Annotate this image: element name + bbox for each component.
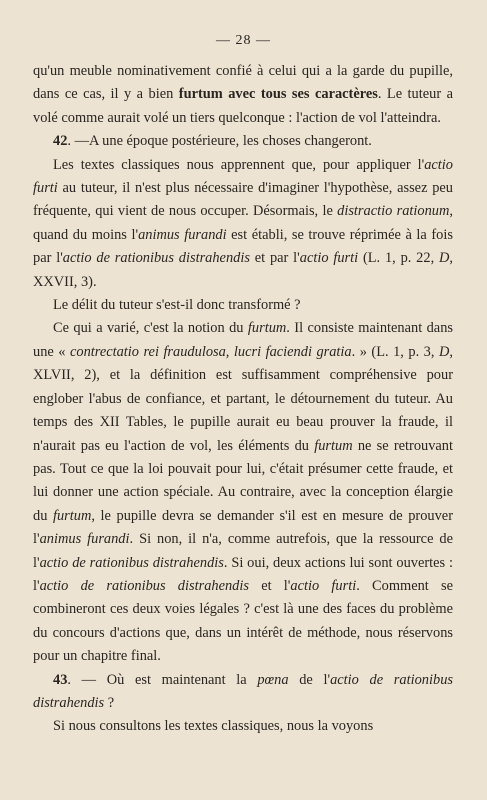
text-run: . —A une époque postérieure, les choses changeront. bbox=[67, 133, 372, 150]
body-text bbox=[33, 60, 453, 739]
text-run: , XLVII, 2), et la définition est suffisamment compréhensive pour englober l'abus de confiance, et partant, le détournement du tuteur. Au temps des XII Tables, le pupille aurait eu beau prouver la fraude, il n'aurait pas eu l'action de vol, les éléments du bbox=[33, 343, 453, 454]
text-run: Les textes classiques nous apprennent que, pour appliquer l' bbox=[53, 156, 425, 173]
text-run: Si nous consultons les textes classiques, nous la voyons bbox=[53, 718, 374, 735]
text-run: . Le tuteur a volé comme aurait volé un tiers quelconque : l'action de vol l'atteindra. bbox=[33, 86, 453, 126]
paragraph bbox=[33, 154, 453, 294]
text-run: (L. 1, p. 22, bbox=[358, 250, 439, 267]
text-run: . — Où est maintenant la bbox=[67, 671, 258, 688]
text-run: et par l' bbox=[249, 250, 300, 267]
italic-text: contrectatio rei fraudulosa, lucri faciendi gratia bbox=[69, 343, 352, 360]
italic-text: furtum bbox=[314, 437, 353, 454]
bold-text: 42 bbox=[53, 133, 68, 150]
italic-text: D bbox=[438, 250, 450, 267]
text-run: . Il consiste maintenant dans une « bbox=[33, 320, 453, 360]
text-run: et l' bbox=[248, 577, 291, 594]
italic-text: pœna bbox=[257, 671, 289, 688]
italic-text: actio furti bbox=[290, 577, 357, 594]
paragraph bbox=[33, 317, 453, 668]
italic-text: animus furandi bbox=[138, 226, 227, 243]
text-run: , le pupille devra se demander s'il est en mesure de prouver l' bbox=[33, 507, 453, 548]
italic-text: furtum bbox=[247, 320, 287, 337]
paragraph bbox=[33, 60, 453, 130]
bold-text: 43 bbox=[53, 671, 68, 688]
italic-text: actio de rationibus distrahendis bbox=[33, 671, 453, 711]
text-run: ne se retrouvant pas. Tout ce que la loi pouvait pour lui, c'était présumer cette fraude, et lui donner une action spéciale. Au contraire, avec la conception élargie du bbox=[33, 437, 453, 524]
italic-text: actio de rationibus distrahendis bbox=[39, 554, 224, 571]
paragraph bbox=[33, 294, 453, 317]
italic-text: animus furandi bbox=[39, 531, 130, 548]
italic-text: actio de rationibus distrahendis bbox=[39, 577, 249, 594]
text-run: . Comment se combineront ces deux voies légales ? c'est là une des faces du problème du concours d'actions que, dans un intérêt de méthode, nous réservons pour un chapitre final. bbox=[33, 577, 454, 665]
text-run: est établi, se trouve réprimée à la fois par l' bbox=[33, 226, 453, 267]
italic-text: actio de rationibus distrahendis bbox=[62, 250, 250, 267]
bold-text: avec tous ses caractères bbox=[222, 86, 378, 103]
text-run: ? bbox=[104, 694, 115, 711]
italic-text: furtum bbox=[52, 507, 92, 524]
bold-text: furtum bbox=[178, 86, 223, 103]
italic-text: distractio rationum bbox=[337, 203, 450, 220]
italic-text: D bbox=[438, 343, 450, 360]
text-run: qu'un meuble nominativement confié à celui qui a la garde du pupille, dans ce cas, il y a bien bbox=[33, 63, 453, 103]
text-run: au tuteur, il n'est plus nécessaire d'imaginer l'hypothèse, assez peu fréquente, qui vient de nous occuper. Désormais, le bbox=[33, 180, 453, 220]
paragraph bbox=[33, 715, 453, 738]
paragraph bbox=[33, 669, 453, 716]
text-run: . Si non, il n'a, comme autrefois, que la ressource de l' bbox=[33, 531, 453, 571]
page-number: — 28 — bbox=[216, 33, 271, 48]
italic-text: actio furti bbox=[299, 250, 359, 267]
text-run: . » (L. 1, p. 3, bbox=[351, 343, 439, 360]
text-run: Le délit du tuteur s'est-il donc transformé ? bbox=[53, 297, 301, 314]
text-run: Ce qui a varié, c'est la notion du bbox=[53, 320, 248, 337]
text-run: , XXVII, 3). bbox=[33, 250, 453, 290]
italic-text: actio furti bbox=[33, 156, 453, 197]
paragraph bbox=[33, 130, 453, 153]
text-run: de l' bbox=[288, 671, 331, 688]
text-run: , quand du moins l' bbox=[33, 203, 453, 243]
text-run: . Si oui, deux actions lui sont ouvertes : l' bbox=[33, 554, 453, 594]
